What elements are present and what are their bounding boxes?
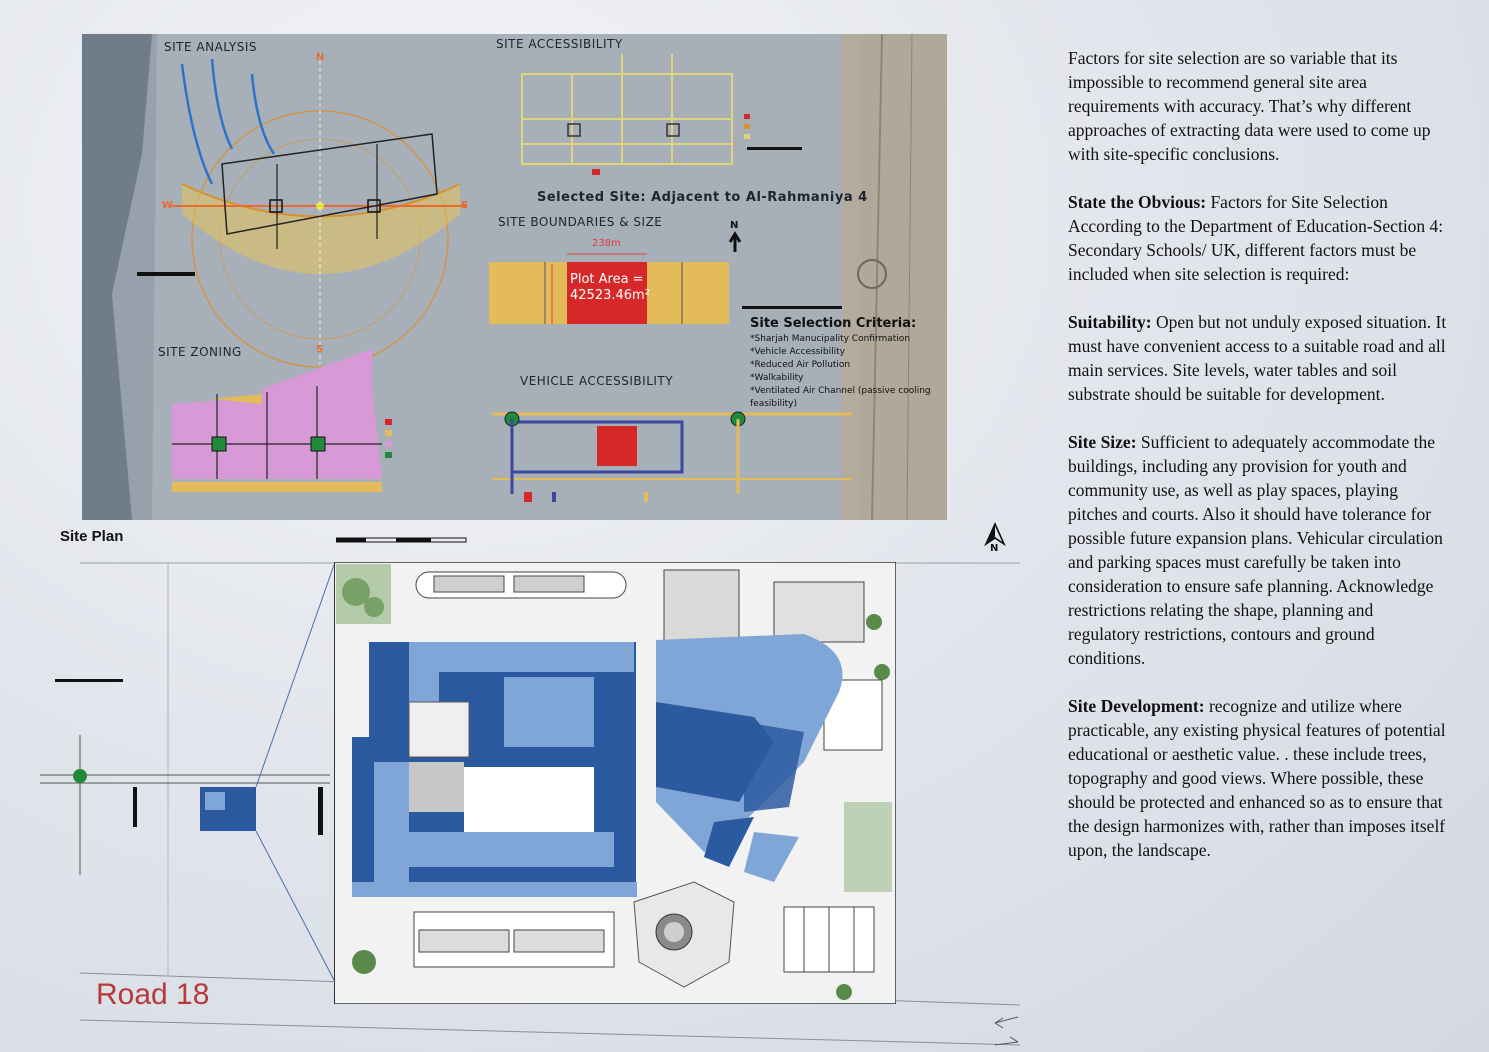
vehicle-accessibility-label: VEHICLE ACCESSIBILITY [520, 374, 674, 388]
suitability-paragraph [1068, 310, 1448, 406]
selected-site-label: Selected Site: Adjacent to Al-Rahmaniya 4 [537, 190, 868, 205]
site-accessibility-label: SITE ACCESSIBILITY [496, 37, 623, 51]
size-paragraph [1068, 430, 1448, 670]
site-analysis-label: SITE ANALYSIS [164, 40, 257, 54]
criteria-title: Site Selection Criteria: [750, 316, 917, 331]
north-label: N [990, 543, 999, 554]
size-heading: Site Size: [1068, 432, 1137, 452]
site-boundaries-label: SITE BOUNDARIES & SIZE [498, 215, 663, 229]
site-selection-criteria [750, 316, 945, 411]
obvious-heading: State the Obvious: [1068, 192, 1207, 212]
site-analysis-board [82, 34, 947, 520]
size-body: Sufficient to adequately accommodate the buildings, including any provision for youth and community use, as well as play spaces, playing pitches and courts. Also it should have tolerance for possible future expansion plans. Vehicular circulation and parking spaces must carefully be taken into consideration to ensure safe planning. Acknowledge restrictions relating the shape, planning and regulatory restrictions, contours and ground conditions. [1068, 432, 1443, 668]
plot-width-dimension: 238m [592, 238, 621, 249]
boundaries-north-label: N [730, 220, 739, 231]
obvious-body: Factors for Site Selection According to the Department of Education-Section 4: Secondary Schools/ UK, different factors must be included when site selection is required: [1068, 192, 1444, 284]
site-zoning-label: SITE ZONING [158, 345, 242, 359]
criteria-item: *Sharjah Manucipality Confirmation [750, 334, 911, 344]
analysis-graphics [82, 34, 947, 520]
scale-bar [336, 536, 468, 546]
obvious-paragraph [1068, 190, 1448, 286]
intro-paragraph: Factors for site selection are so variable that its impossible to recommend general site area requirements with accuracy. That’s why different approaches of extracting data were used to come up with site-specific conclusions. [1068, 48, 1431, 164]
development-body: recognize and utilize where practicable, any existing physical features of potential educational or aesthetic value. . these include trees, topography and good views. Where possible, these should be protected and enhanced so as to ensure that the design harmonizes with, rather than imposes itself upon, the landscape. [1068, 696, 1446, 860]
suitability-heading: Suitability: [1068, 312, 1152, 332]
criteria-item: *Vehicle Accessibility [750, 347, 845, 357]
compass-east: E [461, 200, 468, 211]
site-selection-text [1068, 46, 1448, 886]
development-heading: Site Development: [1068, 696, 1205, 716]
compass-south: S [316, 344, 324, 355]
site-plan-drawing [334, 562, 896, 1004]
plot-area-label: Plot Area = [570, 272, 644, 287]
road-label: Road 18 [96, 978, 210, 1011]
criteria-item: *Ventilated Air Channel (passive cooling feasibility) [750, 386, 931, 409]
compass-north: N [316, 52, 325, 63]
site-plan-title: Site Plan [60, 528, 124, 545]
criteria-item: *Reduced Air Pollution [750, 360, 851, 370]
plot-area-value: 42523.46m² [570, 288, 650, 303]
suitability-body: Open but not unduly exposed situation. It must have convenient access to a suitable road and all main services. Site levels, water tables and soil substrate should be suitable for development. [1068, 312, 1447, 404]
plot-area-text [570, 272, 650, 304]
criteria-item: *Walkability [750, 373, 804, 383]
development-paragraph [1068, 694, 1448, 862]
compass-west: W [162, 200, 174, 211]
